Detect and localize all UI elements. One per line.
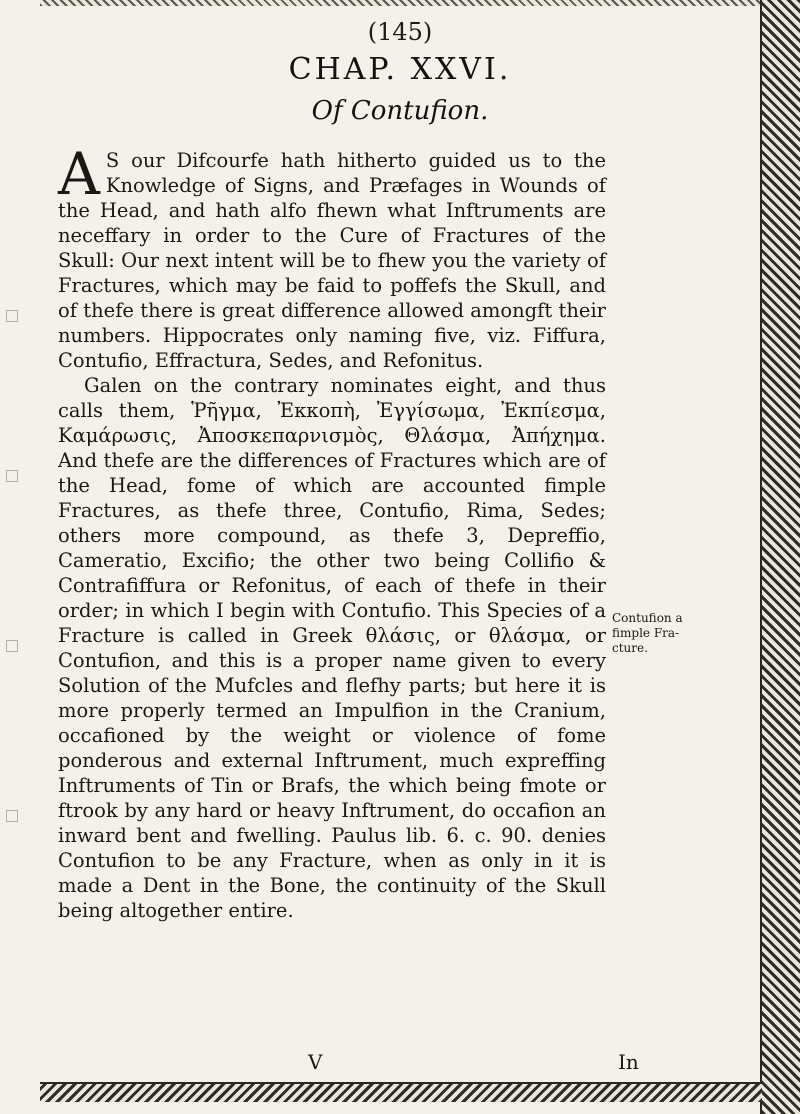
catchword: In bbox=[618, 1050, 639, 1074]
page-number: (145) bbox=[367, 18, 433, 46]
margin-note bbox=[612, 611, 722, 656]
gutter-mark bbox=[6, 640, 18, 652]
page-footer bbox=[58, 1050, 678, 1076]
chapter-title: CHAP. XXVI. bbox=[288, 52, 512, 87]
signature-mark: V bbox=[308, 1050, 323, 1074]
chapter-subtitle: Of Contufion. bbox=[311, 96, 489, 126]
page-edge-binding bbox=[760, 0, 800, 1114]
margin-note-line: Contufion a bbox=[612, 611, 683, 625]
margin-note-line: cture. bbox=[612, 641, 648, 655]
gutter-mark bbox=[6, 810, 18, 822]
top-edge-ornament bbox=[40, 0, 762, 6]
paragraph bbox=[58, 140, 606, 373]
paragraph-text: Galen on the contrary nominates eight, and thus calls them, Ῥῆγμα, Ἐκκοπὴ, Ἐγγίσωμα, Ἐκπίεσμα, Καμάρωσις, Ἀποσκεπαρνισμὸς, Θλάσμα, Ἀπήχημα. And thefe are the differences of Fractures which are of the Head, fome of which are accounted fimple Fractures, as thefe three, Contufio, Rima, Sedes; others more compound, as thefe 3, Depreffio, Cameratio, Excifio; the other two being Collifio & Contrafiffura or Refonitus, of each of thefe in their order; in which I begin with Contufio. This Species of a Fracture is called in Greek θλάσις, or θλάσμα, or Contufion, and this is a proper name given to every Solution of the Mufcles and flefhy parts; but here it is more properly termed an Impulfion in the Cranium, occafioned by the weight or violence of fome ponderous and external Inftrument, much expreffing Inftruments of Tin or Brafs, the which being fmote or ftrook by any hard or heavy Inftrument, do occafion an inward bent and fwelling. Paulus lib. 6. c. 90. denies Contufion to be any Fracture, when as only in it is made a Dent in the Bone, the continuity of the Skull being altogether entire. bbox=[58, 374, 606, 922]
paragraph-text: S our Difcourfe hath hitherto guided us to the Knowledge of Signs, and Præfages in Wounds of the Head, and hath alfo fhewn what Inftruments are neceffary in order to the Cure of Fractures of the Skull: Our next intent will be to fhew you the variety of Fractures, which may be faid to poffefs the Skull, and of thefe there is great difference allowed amongft their numbers. Hippocrates only naming five, viz. Fiffura, Contufio, Effractura, Sedes, and Refonitus. bbox=[58, 149, 606, 372]
body-text bbox=[58, 140, 606, 923]
bottom-edge-ornament bbox=[40, 1082, 762, 1102]
drop-cap: A bbox=[58, 140, 100, 208]
paragraph bbox=[58, 373, 606, 923]
gutter-mark bbox=[6, 310, 18, 322]
margin-note-line: fimple Fra- bbox=[612, 626, 680, 640]
gutter-mark bbox=[6, 470, 18, 482]
